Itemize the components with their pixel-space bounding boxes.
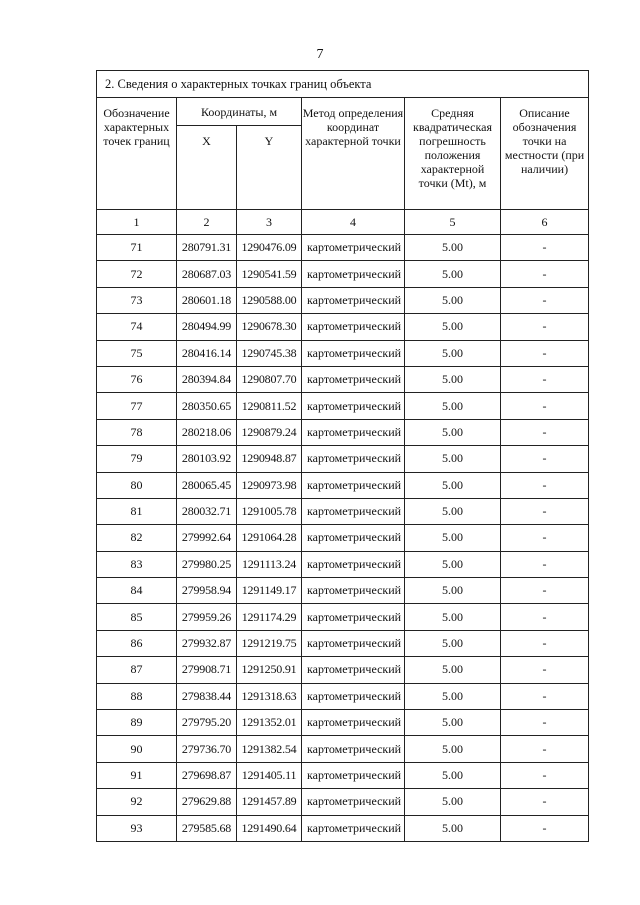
x-coordinate-cell: 280394.84	[177, 366, 237, 392]
y-coordinate-cell: 1290811.52	[237, 393, 302, 419]
method-cell: картометрический	[302, 815, 405, 841]
y-coordinate-cell: 1291219.75	[237, 630, 302, 656]
y-coordinate-cell: 1291005.78	[237, 498, 302, 524]
y-coordinate-cell: 1290948.87	[237, 446, 302, 472]
x-coordinate-cell: 280416.14	[177, 340, 237, 366]
method-cell: картометрический	[302, 235, 405, 261]
method-cell: картометрический	[302, 393, 405, 419]
point-id-cell: 71	[97, 235, 177, 261]
boundary-points-table	[96, 70, 589, 842]
description-cell: -	[501, 683, 589, 709]
description-cell: -	[501, 762, 589, 788]
method-cell: картометрический	[302, 710, 405, 736]
table-row	[97, 340, 589, 366]
table-row	[97, 235, 589, 261]
x-coordinate-cell: 279795.20	[177, 710, 237, 736]
method-cell: картометрический	[302, 314, 405, 340]
point-id-cell: 87	[97, 657, 177, 683]
method-cell: картометрический	[302, 419, 405, 445]
x-coordinate-cell: 279585.68	[177, 815, 237, 841]
mean-error-cell: 5.00	[405, 472, 501, 498]
description-cell: -	[501, 498, 589, 524]
description-cell: -	[501, 604, 589, 630]
method-cell: картометрический	[302, 736, 405, 762]
header-method: Метод определения координат характерной точки	[302, 98, 405, 210]
point-id-cell: 79	[97, 446, 177, 472]
mean-error-cell: 5.00	[405, 261, 501, 287]
description-cell: -	[501, 736, 589, 762]
description-cell: -	[501, 366, 589, 392]
point-id-cell: 82	[97, 525, 177, 551]
mean-error-cell: 5.00	[405, 762, 501, 788]
description-cell: -	[501, 446, 589, 472]
x-coordinate-cell: 279838.44	[177, 683, 237, 709]
x-coordinate-cell: 279980.25	[177, 551, 237, 577]
point-id-cell: 92	[97, 789, 177, 815]
mean-error-cell: 5.00	[405, 525, 501, 551]
description-cell: -	[501, 419, 589, 445]
mean-error-cell: 5.00	[405, 789, 501, 815]
x-coordinate-cell: 280218.06	[177, 419, 237, 445]
table-row	[97, 683, 589, 709]
description-cell: -	[501, 314, 589, 340]
table-row	[97, 472, 589, 498]
point-id-cell: 83	[97, 551, 177, 577]
x-coordinate-cell: 280601.18	[177, 287, 237, 313]
point-id-cell: 78	[97, 419, 177, 445]
column-number: 4	[302, 210, 405, 235]
mean-error-cell: 5.00	[405, 287, 501, 313]
y-coordinate-cell: 1291064.28	[237, 525, 302, 551]
x-coordinate-cell: 280103.92	[177, 446, 237, 472]
table-row	[97, 498, 589, 524]
point-id-cell: 81	[97, 498, 177, 524]
y-coordinate-cell: 1291174.29	[237, 604, 302, 630]
x-coordinate-cell: 279958.94	[177, 578, 237, 604]
x-coordinate-cell: 280494.99	[177, 314, 237, 340]
method-cell: картометрический	[302, 578, 405, 604]
x-coordinate-cell: 280791.31	[177, 235, 237, 261]
header-row	[97, 98, 589, 126]
x-coordinate-cell: 279629.88	[177, 789, 237, 815]
point-id-cell: 75	[97, 340, 177, 366]
point-id-cell: 74	[97, 314, 177, 340]
mean-error-cell: 5.00	[405, 498, 501, 524]
y-coordinate-cell: 1290541.59	[237, 261, 302, 287]
column-number-row	[97, 210, 589, 235]
table-row	[97, 446, 589, 472]
table-row	[97, 710, 589, 736]
point-id-cell: 72	[97, 261, 177, 287]
y-coordinate-cell: 1291149.17	[237, 578, 302, 604]
y-coordinate-cell: 1291405.11	[237, 762, 302, 788]
method-cell: картометрический	[302, 287, 405, 313]
description-cell: -	[501, 340, 589, 366]
x-coordinate-cell: 280687.03	[177, 261, 237, 287]
y-coordinate-cell: 1290588.00	[237, 287, 302, 313]
mean-error-cell: 5.00	[405, 235, 501, 261]
column-number: 2	[177, 210, 237, 235]
y-coordinate-cell: 1291318.63	[237, 683, 302, 709]
table-row	[97, 578, 589, 604]
x-coordinate-cell: 279698.87	[177, 762, 237, 788]
page-number: 7	[316, 47, 324, 62]
point-id-cell: 88	[97, 683, 177, 709]
mean-error-cell: 5.00	[405, 604, 501, 630]
header-coordinates: Координаты, м	[177, 98, 302, 126]
mean-error-cell: 5.00	[405, 446, 501, 472]
description-cell: -	[501, 578, 589, 604]
header-y: Y	[237, 126, 302, 210]
table-row	[97, 789, 589, 815]
method-cell: картометрический	[302, 446, 405, 472]
y-coordinate-cell: 1291250.91	[237, 657, 302, 683]
method-cell: картометрический	[302, 789, 405, 815]
mean-error-cell: 5.00	[405, 551, 501, 577]
mean-error-cell: 5.00	[405, 366, 501, 392]
description-cell: -	[501, 261, 589, 287]
description-cell: -	[501, 287, 589, 313]
method-cell: картометрический	[302, 630, 405, 656]
x-coordinate-cell: 280032.71	[177, 498, 237, 524]
mean-error-cell: 5.00	[405, 683, 501, 709]
point-id-cell: 89	[97, 710, 177, 736]
method-cell: картометрический	[302, 604, 405, 630]
mean-error-cell: 5.00	[405, 314, 501, 340]
table-row	[97, 419, 589, 445]
point-id-cell: 91	[97, 762, 177, 788]
y-coordinate-cell: 1291382.54	[237, 736, 302, 762]
table-row	[97, 366, 589, 392]
section-title-row	[97, 71, 589, 98]
mean-error-cell: 5.00	[405, 710, 501, 736]
column-number: 5	[405, 210, 501, 235]
y-coordinate-cell: 1290745.38	[237, 340, 302, 366]
x-coordinate-cell: 279736.70	[177, 736, 237, 762]
table-row	[97, 762, 589, 788]
table-row	[97, 261, 589, 287]
y-coordinate-cell: 1291457.89	[237, 789, 302, 815]
table-row	[97, 630, 589, 656]
description-cell: -	[501, 710, 589, 736]
mean-error-cell: 5.00	[405, 736, 501, 762]
mean-error-cell: 5.00	[405, 393, 501, 419]
point-id-cell: 80	[97, 472, 177, 498]
column-number: 6	[501, 210, 589, 235]
method-cell: картометрический	[302, 340, 405, 366]
mean-error-cell: 5.00	[405, 419, 501, 445]
x-coordinate-cell: 280350.65	[177, 393, 237, 419]
x-coordinate-cell: 279908.71	[177, 657, 237, 683]
table-row	[97, 604, 589, 630]
method-cell: картометрический	[302, 472, 405, 498]
mean-error-cell: 5.00	[405, 815, 501, 841]
table-row	[97, 551, 589, 577]
table-row	[97, 314, 589, 340]
table-row	[97, 736, 589, 762]
method-cell: картометрический	[302, 657, 405, 683]
table-row	[97, 525, 589, 551]
method-cell: картометрический	[302, 551, 405, 577]
point-id-cell: 73	[97, 287, 177, 313]
point-id-cell: 93	[97, 815, 177, 841]
point-id-cell: 76	[97, 366, 177, 392]
section-title: 2. Сведения о характерных точках границ объекта	[97, 71, 589, 98]
header-description: Описание обозначения точки на местности (при наличии)	[501, 98, 589, 210]
header-x: X	[177, 126, 237, 210]
description-cell: -	[501, 472, 589, 498]
mean-error-cell: 5.00	[405, 578, 501, 604]
y-coordinate-cell: 1290678.30	[237, 314, 302, 340]
description-cell: -	[501, 657, 589, 683]
table-row	[97, 657, 589, 683]
description-cell: -	[501, 789, 589, 815]
table-row	[97, 393, 589, 419]
table-row	[97, 815, 589, 841]
description-cell: -	[501, 630, 589, 656]
mean-error-cell: 5.00	[405, 657, 501, 683]
method-cell: картометрический	[302, 498, 405, 524]
description-cell: -	[501, 393, 589, 419]
point-id-cell: 84	[97, 578, 177, 604]
method-cell: картометрический	[302, 683, 405, 709]
mean-error-cell: 5.00	[405, 340, 501, 366]
point-id-cell: 90	[97, 736, 177, 762]
description-cell: -	[501, 525, 589, 551]
x-coordinate-cell: 279932.87	[177, 630, 237, 656]
point-id-cell: 77	[97, 393, 177, 419]
method-cell: картометрический	[302, 762, 405, 788]
description-cell: -	[501, 815, 589, 841]
y-coordinate-cell: 1290476.09	[237, 235, 302, 261]
column-number: 3	[237, 210, 302, 235]
point-id-cell: 86	[97, 630, 177, 656]
header-point-designation: Обозначение характерных точек границ	[97, 98, 177, 210]
method-cell: картометрический	[302, 366, 405, 392]
y-coordinate-cell: 1291490.64	[237, 815, 302, 841]
y-coordinate-cell: 1291113.24	[237, 551, 302, 577]
method-cell: картометрический	[302, 261, 405, 287]
description-cell: -	[501, 551, 589, 577]
x-coordinate-cell: 279992.64	[177, 525, 237, 551]
column-number: 1	[97, 210, 177, 235]
point-id-cell: 85	[97, 604, 177, 630]
y-coordinate-cell: 1291352.01	[237, 710, 302, 736]
mean-error-cell: 5.00	[405, 630, 501, 656]
y-coordinate-cell: 1290807.70	[237, 366, 302, 392]
x-coordinate-cell: 280065.45	[177, 472, 237, 498]
x-coordinate-cell: 279959.26	[177, 604, 237, 630]
description-cell: -	[501, 235, 589, 261]
header-mean-error: Средняя квадратическая погрешность положения характерной точки (Mt), м	[405, 98, 501, 210]
y-coordinate-cell: 1290879.24	[237, 419, 302, 445]
table-row	[97, 287, 589, 313]
y-coordinate-cell: 1290973.98	[237, 472, 302, 498]
method-cell: картометрический	[302, 525, 405, 551]
